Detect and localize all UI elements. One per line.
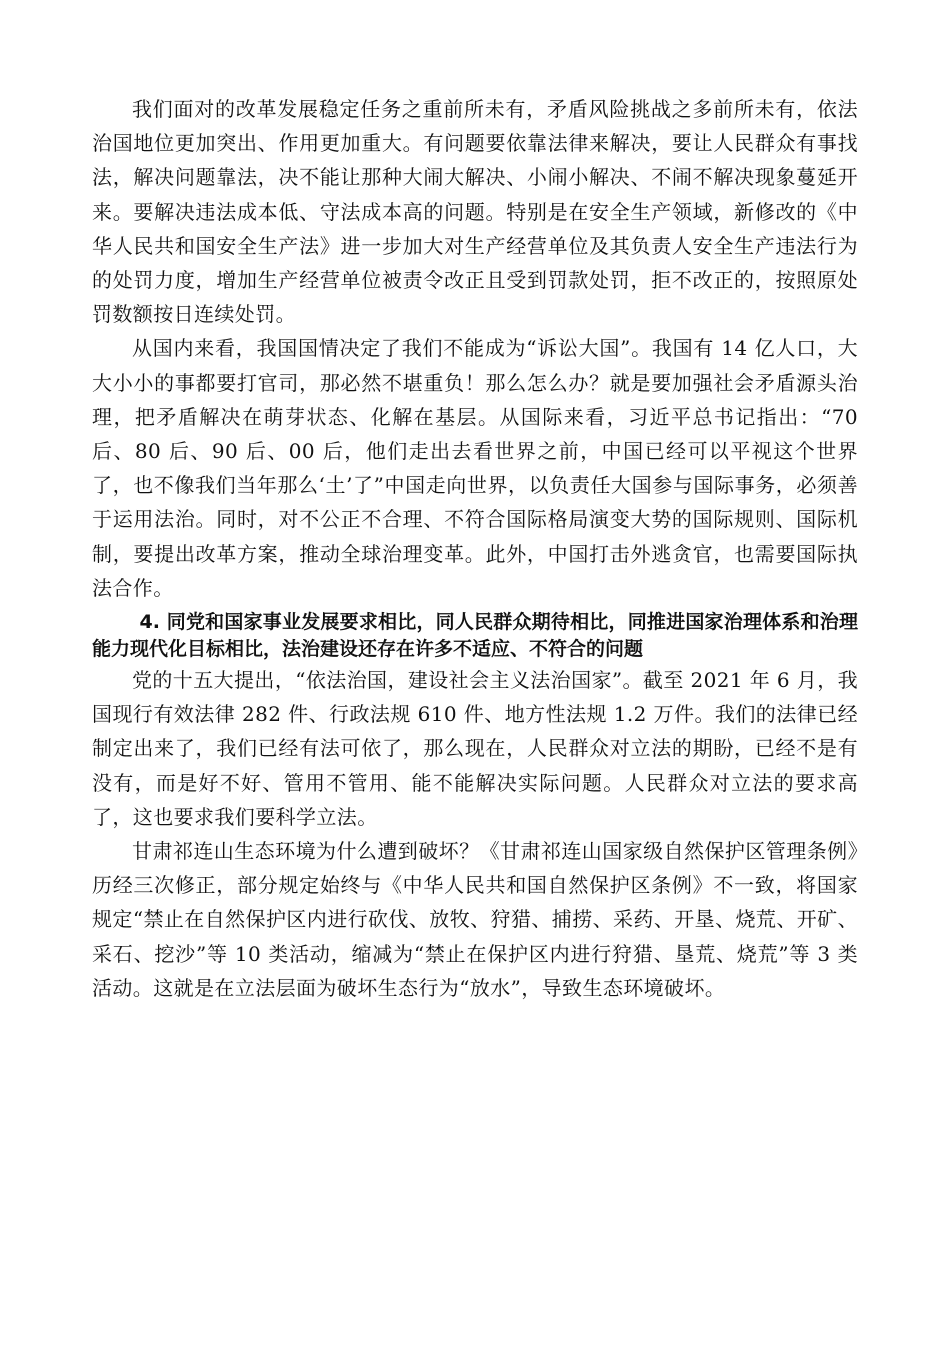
- paragraph-litigation-country: 从国内来看，我国国情决定了我们不能成为“诉讼大国”。我国有 14 亿人口，大大小小的事都要打官司，那必然不堪重负！那么怎么办？就是要加强社会矛盾源头治理，把矛盾解决在萌芽状态、化解在基层。从国际来看，习近平总书记指出：“70 后、80 后、90 后、00 后，他们走出去看世界之前，中国已经可以平视这个世界了，也不像我们当年那么‘土’了”中国走向世界，以负责任大国参与国际事务，必须善于运用法治。同时，对不公正不合理、不符合国际格局演变大势的国际规则、国际机制，要提出改革方案，推动全球治理变革。此外，中国打击外逃贪官，也需要国际执法合作。: [92, 336, 858, 600]
- section-heading: 4. 同党和国家事业发展要求相比，同人民群众期待相比，同推进国家治理体系和治理能力现代化目标相比，法治建设还存在许多不适应、不符合的问题: [92, 611, 858, 661]
- paragraph-qilian-mountains: 甘肃祁连山生态环境为什么遭到破坏？《甘肃祁连山国家级自然保护区管理条例》历经三次修正，部分规定始终与《中华人民共和国自然保护区条例》不一致，将国家规定“禁止在自然保护区内进行砍伐、放牧、狩猎、捕捞、采药、开垦、烧荒、开矿、采石、挖沙”等 10 类活动，缩减为“禁止在保护区内进行狩猎、垦荒、烧荒”等 3 类活动。这就是在立法层面为破坏生态行为“放水”，导致生态环境破坏。: [92, 839, 858, 1000]
- document-body: [92, 92, 858, 1005]
- paragraph-fifteenth-congress: 党的十五大提出，“依法治国，建设社会主义法治国家”。截至 2021 年 6 月，我国现行有效法律 282 件、行政法规 610 件、地方性法规 1.2 万件。我们的法律已经制定出来了，我们已经有法可依了，那么现在，人民群众对立法的期盼，已经不是有没有，而是好不好、管用不管用、能不能解决实际问题。人民群众对立法的要求高了，这也要求我们要科学立法。: [92, 668, 858, 829]
- paragraph-reform-tasks: 我们面对的改革发展稳定任务之重前所未有，矛盾风险挑战之多前所未有，依法治国地位更加突出、作用更加重大。有问题要依靠法律来解决，要让人民群众有事找法，解决问题靠法，决不能让那种大闹大解决、小闹小解决、不闹不解决现象蔓延开来。要解决违法成本低、守法成本高的问题。特别是在安全生产领域，新修改的《中华人民共和国安全生产法》进一步加大对生产经营单位及其负责人安全生产违法行为的处罚力度，增加生产经营单位被责令改正且受到罚款处罚，拒不改正的，按照原处罚数额按日连续处罚。: [92, 97, 858, 327]
